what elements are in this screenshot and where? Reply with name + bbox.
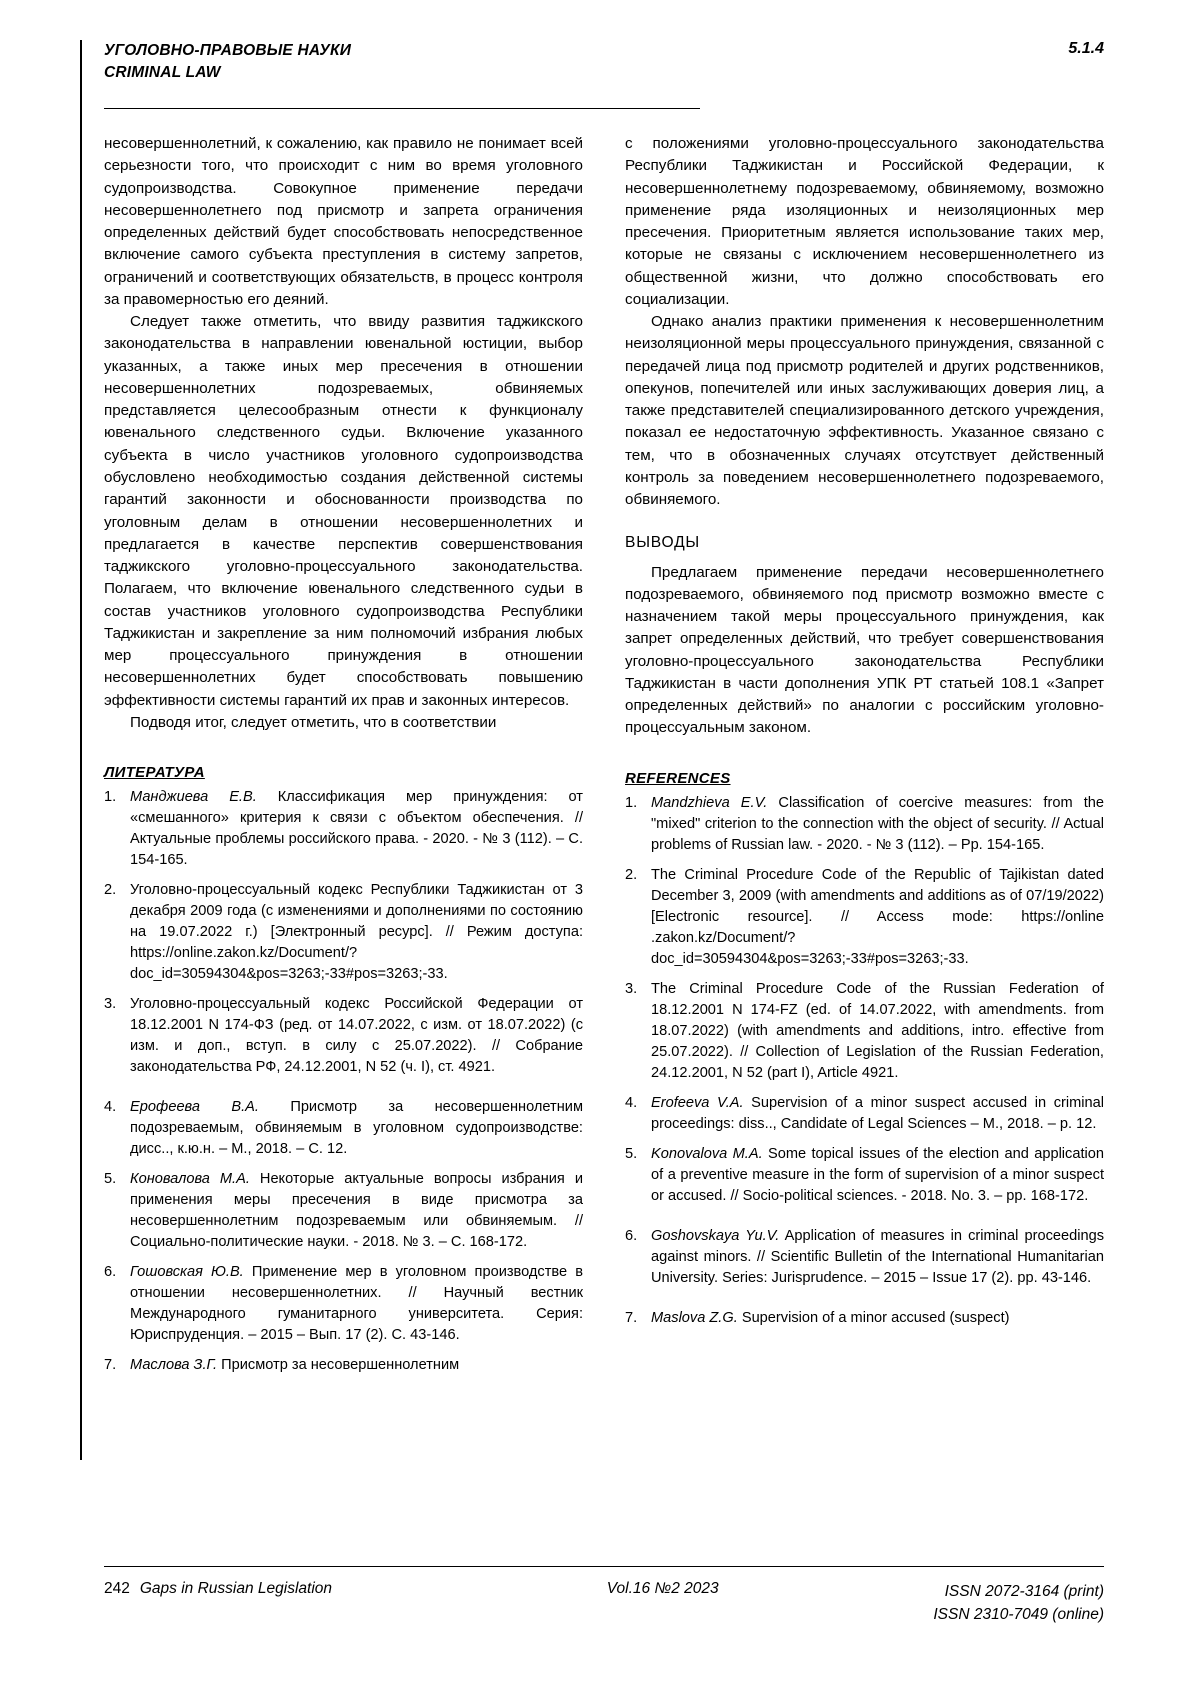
references-list-ru bbox=[104, 787, 583, 1376]
reference-spacer bbox=[625, 1298, 1104, 1308]
reference-text bbox=[651, 1226, 1104, 1289]
reference-text bbox=[651, 865, 1104, 970]
reference-body: Supervision of a minor accused (suspect) bbox=[737, 1309, 1010, 1326]
column-left bbox=[104, 133, 583, 1385]
reference-number: 6. bbox=[104, 1264, 117, 1281]
page-header bbox=[104, 40, 1104, 85]
reference-text bbox=[130, 1355, 583, 1376]
paragraph: Следует также отметить, что ввиду развития таджикского законодательства в направлении ювенальной юстиции, выбор указанных, а также иных мер пресечения в отношении несовершеннолетних подозреваемых, обвиняемых представляется целесообразным отнести к функционалу ювенального следственного судьи. Включение указанного субъекта в число участников уголовного судопроизводства обусловлено необходимостью создания действенной системы гарантий законности и обоснованности производства по уголовным делам в отношении несовершеннолетних и предлагается в качестве перспектив совершенствования таджикского уголовно-процессуального законодательства. Полагаем, что включение ювенального следственного судьи в состав участников уголовного судопроизводства Республики Таджикистан и закрепление за ним полномочий избрания любых мер процессуального принуждения в отношении несовершеннолетних будет способствовать повышению эффективности системы гарантий их прав и законных интересов. bbox=[104, 313, 583, 709]
paragraph: Однако анализ практики применения к несовершеннолетним неизоляционной меры процессуального принуждения, связанной с передачей лица под присмотр родителей и других родственников, опекунов, попечителей или иных заслуживающих доверия лиц, а также представителей специализированного детского учреждения, показал ее недостаточную эффективность. Указанное связано с тем, что в обозначенных случаях отсутствует действенный контроль за поведением несовершеннолетнего подозреваемого, обвиняемого. bbox=[625, 313, 1104, 509]
reference-text bbox=[130, 880, 583, 985]
reference-item bbox=[625, 1308, 1104, 1329]
header-title-ru: УГОЛОВНО-ПРАВОВЫЕ НАУКИ bbox=[104, 42, 352, 59]
reference-spacer bbox=[104, 1087, 583, 1097]
reference-text bbox=[651, 793, 1104, 856]
reference-item bbox=[104, 787, 583, 871]
page-footer bbox=[104, 1580, 1104, 1627]
column-right bbox=[625, 133, 1104, 1385]
header-section-code: 5.1.4 bbox=[1068, 40, 1104, 57]
reference-item bbox=[625, 793, 1104, 856]
reference-number: 3. bbox=[104, 996, 117, 1013]
reference-item bbox=[625, 1144, 1104, 1207]
reference-body: Уголовно-процессуальный кодекс Российской Федерации от 18.12.2001 N 174-ФЗ (ред. от 14.07.2022, с изм. от 18.07.2022) (с изм. и доп., вступ. в силу с 25.07.2022). // Собрание законодательства РФ, 24.12.2001, N 52 (ч. I), ст. 4921. bbox=[130, 996, 583, 1076]
reference-item bbox=[104, 1355, 583, 1376]
reference-text bbox=[651, 1093, 1104, 1135]
page-left-rule bbox=[80, 40, 82, 1460]
reference-body: Некоторые актуальные вопросы избрания и применения меры пресечения в виде присмотра за несовершеннолетним подозреваемым или обвиняемым. // Социально-политические науки. - 2018. № 3. – С. 168-172. bbox=[130, 1171, 583, 1251]
reference-body: Классификация мер принуждения: от «смешанного» критерия к связи с объектом обеспечения. // Актуальные проблемы российского права. - 2020. - № 3 (112). – С. 154-165. bbox=[130, 789, 583, 869]
reference-body: Supervision of a minor suspect accused in criminal proceedings: diss.., Candidate of Legal Sciences – M., 2018. – p. 12. bbox=[651, 1094, 1104, 1132]
reference-item bbox=[625, 1093, 1104, 1135]
paragraph: с положениями уголовно-процессуального законодательства Республики Таджикистан и Российской Федерации, к несовершеннолетнему подозреваемому, обвиняемому, возможно применение ряда изоляционных и неизоляционных мер пресечения. Приоритетным является использование таких мер, которые не связаны с исключением несовершеннолетнего из общественной жизни, что должно способствовать его социализации. bbox=[625, 135, 1104, 308]
reference-item bbox=[625, 979, 1104, 1084]
footer-issn bbox=[933, 1580, 1104, 1627]
reference-author: Mandzhieva E.V. bbox=[651, 794, 768, 811]
page-number: 242 bbox=[104, 1580, 130, 1597]
reference-text bbox=[651, 1144, 1104, 1207]
paragraph: Предлагаем применение передачи несовершеннолетнего подозреваемого, обвиняемого под присмотр возможно вместе с назначением такой меры процессуального принуждения, как запрет определенных действий, что требует совершенствования уголовно-процессуального законодательства Республики Таджикистан в части дополнения УПК РТ статьей 108.1 «Запрет определенных действий» по аналогии с российским уголовно-процессуальным законом. bbox=[625, 563, 1104, 737]
reference-text bbox=[130, 1097, 583, 1160]
reference-text bbox=[651, 1308, 1104, 1329]
issn-print: ISSN 2072-3164 (print) bbox=[944, 1583, 1104, 1600]
reference-author: Маслова З.Г. bbox=[130, 1357, 218, 1374]
reference-author: Erofeeva V.A. bbox=[651, 1094, 744, 1111]
reference-author: Гошовская Ю.В. bbox=[130, 1264, 244, 1281]
footer-issue: Vol.16 №2 2023 bbox=[606, 1580, 719, 1597]
conclusion-heading: ВЫВОДЫ bbox=[625, 533, 701, 551]
reference-body: Classification of coercive measures: from the "mixed" criterion to the connection with the object of security. // Actual problems of Russian law. - 2020. - № 3 (112). – Pp. 154-165. bbox=[651, 794, 1104, 853]
references-list-en bbox=[625, 793, 1104, 1329]
reference-text bbox=[130, 787, 583, 871]
reference-number: 5. bbox=[625, 1145, 638, 1162]
reference-item bbox=[104, 994, 583, 1078]
reference-text bbox=[130, 1262, 583, 1346]
reference-text bbox=[130, 1169, 583, 1253]
reference-number: 4. bbox=[625, 1094, 638, 1111]
reference-author: Манджиева Е.В. bbox=[130, 789, 257, 806]
journal-name: Gaps in Russian Legislation bbox=[139, 1580, 333, 1597]
reference-body: Application of measures in criminal proceedings against minors. // Scientific Bulletin of the International Humanitarian University. Series: Jurisprudence. – 2015 – Issue 17 (2). pp. 43-146. bbox=[651, 1227, 1104, 1286]
footer-divider bbox=[104, 1566, 1104, 1567]
references-heading-en: REFERENCES bbox=[625, 769, 731, 787]
reference-item bbox=[104, 1262, 583, 1346]
paragraph: несовершеннолетний, к сожалению, как правило не понимает всей серьезности того, что происходит с ним во время уголовного судопроизводства. Совокупное применение передачи несовершеннолетнего под присмотр и запрета ограничения определенных действий будет способствовать непосредственное включение самого субъекта преступления в систему запретов, ограничений и соответствующих обязательств, в процесс контроля за правомерностью его деяний. bbox=[104, 135, 583, 308]
reference-item bbox=[104, 1097, 583, 1160]
reference-item bbox=[104, 880, 583, 985]
reference-author: Ерофеева В.А. bbox=[130, 1099, 259, 1116]
reference-number: 2. bbox=[625, 866, 638, 883]
reference-text bbox=[130, 994, 583, 1078]
reference-number: 1. bbox=[104, 789, 117, 806]
reference-body: Присмотр за несовершеннолетним подозреваемым, обвиняемым в уголовном судопроизводстве: дисс.., к.ю.н. – М., 2018. – С. 12. bbox=[130, 1099, 583, 1158]
issn-online: ISSN 2310-7049 (online) bbox=[933, 1606, 1104, 1624]
reference-number: 1. bbox=[625, 794, 638, 811]
reference-author: Konovalova M.A. bbox=[651, 1145, 763, 1162]
reference-item bbox=[625, 865, 1104, 970]
article-columns bbox=[104, 133, 1104, 1385]
reference-body: Уголовно-процессуальный кодекс Республики Таджикистан от 3 декабря 2009 года (с изменениями и дополнениями по состоянию на 19.07.2022 г.) [Электронный ресурс]. // Режим доступа: https://online.zakon.kz/Document/?doc_id=30594304&pos=3263;-33#pos=3263;-33. bbox=[130, 882, 583, 983]
reference-body: Some topical issues of the election and application of a preventive measure in the form of supervision of a minor suspect or accused. // Socio-political sciences. - 2018. No. 3. – pp. 168-172. bbox=[651, 1145, 1104, 1204]
reference-author: Goshovskaya Yu.V. bbox=[651, 1227, 780, 1244]
reference-number: 2. bbox=[104, 882, 117, 899]
reference-body: Присмотр за несовершеннолетним bbox=[217, 1357, 460, 1374]
reference-item bbox=[625, 1226, 1104, 1289]
reference-number: 7. bbox=[104, 1357, 117, 1374]
reference-item bbox=[104, 1169, 583, 1253]
header-titles bbox=[104, 40, 351, 85]
reference-body: The Criminal Procedure Code of the Russian Federation of 18.12.2001 N 174-FZ (ed. of 14.07.2022, with amendments. from 18.07.2022) (with amendments and additions, intro. effective from 25.07.2022). // Collection of Legislation of the Russian Federation, 24.12.2001, N 52 (part I), Article 4921. bbox=[651, 980, 1104, 1081]
header-divider bbox=[104, 108, 700, 109]
reference-number: 5. bbox=[104, 1171, 117, 1188]
reference-number: 6. bbox=[625, 1227, 638, 1244]
reference-text bbox=[651, 979, 1104, 1084]
reference-number: 4. bbox=[104, 1099, 117, 1116]
reference-author: Коновалова М.А. bbox=[130, 1171, 250, 1188]
footer-journal bbox=[104, 1580, 332, 1598]
reference-body: Применение мер в уголовном производстве в отношении несовершеннолетних. // Научный вестник Международного гуманитарного университета. Серия: Юриспруденция. – 2015 – Вып. 17 (2). С. 43-146. bbox=[130, 1264, 583, 1344]
references-heading-ru: ЛИТЕРАТУРА bbox=[104, 764, 205, 782]
reference-number: 7. bbox=[625, 1309, 638, 1326]
reference-author: Maslova Z.G. bbox=[651, 1309, 738, 1326]
header-title-en: CRIMINAL LAW bbox=[104, 64, 221, 82]
paragraph: Подводя итог, следует отметить, что в соответствии bbox=[130, 713, 497, 731]
reference-number: 3. bbox=[625, 980, 638, 997]
reference-spacer bbox=[625, 1216, 1104, 1226]
reference-body: The Criminal Procedure Code of the Republic of Tajikistan dated December 3, 2009 (with amendments and additions as of 07/19/2022) [Electronic resource]. // Access mode: https://online .zakon.kz/Document/?doc_id=30594304&pos=3263;-33#pos=3263;-33. bbox=[651, 866, 1104, 967]
